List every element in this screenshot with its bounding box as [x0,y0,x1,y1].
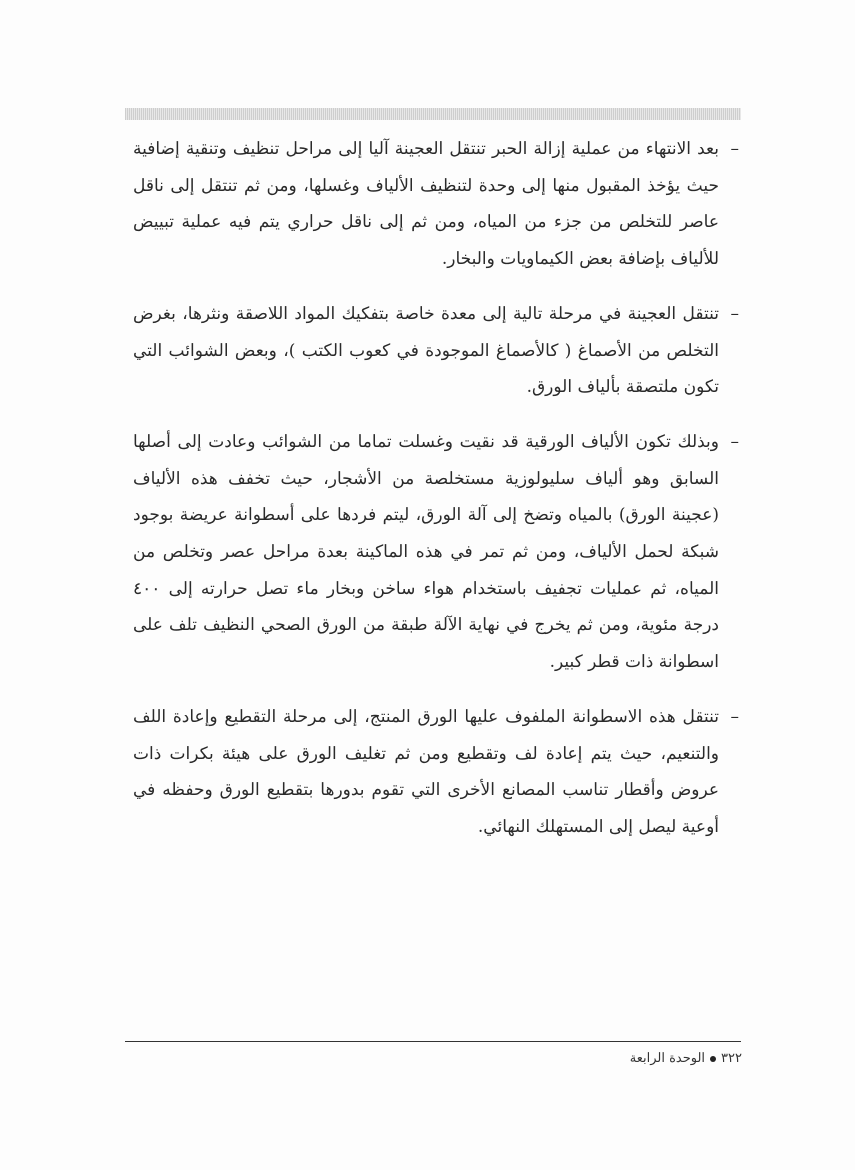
dash-marker: – [730,139,739,159]
paragraph-1 [133,131,739,278]
paragraph-text: بعد الانتهاء من عملية إزالة الحبر تنتقل العجينة آليا إلى مراحل تنظيف وتنقية إضافية حيث يؤخذ المقبول منها إلى وحدة لتنظيف الألياف وغسلها، ومن ثم تنتقل إلى ناقل عاصر للتخلص من جزء من المياه، ومن ثم إلى ناقل حراري يتم فيه عملية تبييض للألياف بإضافة بعض الكيماويات والبخار. [133,139,719,270]
paragraph-text: تنتقل هذه الاسطوانة الملفوف عليها الورق المنتج، إلى مرحلة التقطيع وإعادة اللف والتنعيم، حيث يتم إعادة لف وتقطيع ومن ثم تغليف الورق على هيئة بكرات ذات عروض وأقطار تناسب المصانع الأخرى التي تقوم بدورها بتقطيع الورق وحفظه في أوعية ليصل إلى المستهلك النهائي. [133,706,719,837]
unit-label: الوحدة الرابعة [629,1051,706,1066]
dash-marker: – [730,303,739,324]
paragraph-text: تنتقل العجينة في مرحلة تالية إلى معدة خاصة بتفكيك المواد اللاصقة ونثرها، بغرض التخلص من الأصماغ ( كالأصماغ الموجودة في كعوب الكتب )، وبعض الشوائب التي تكون ملتصقة بألياف الورق. [133,303,719,398]
page-footer [630,1051,742,1066]
paragraph-4 [133,699,739,846]
paragraph-3 [133,424,739,681]
paragraph-2 [133,296,739,406]
page-number: ٣٢٢ [721,1051,742,1066]
header-band [125,108,741,120]
dash-marker: – [730,431,739,452]
bullet-dot-icon [710,1056,716,1062]
dash-marker: – [730,706,739,727]
page-content [133,131,739,864]
paragraph-text: وبذلك تكون الألياف الورقية قد نقيت وغسلت تماما من الشوائب وعادت إلى أصلها السابق وهو ألياف سليولوزية مستخلصة من الأشجار، حيث تخفف هذه الألياف (عجينة الورق) بالمياه وتضخ إلى آلة الورق، ليتم فردها على أسطوانة عريضة بوجود شبكة لحمل الألياف، ومن ثم تمر في هذه الماكينة بعدة مراحل عصر وتخلص من المياه، ثم عمليات تجفيف باستخدام هواء ساخن وبخار ماء تصل حرارته إلى ٤٠٠ درجة مئوية، ومن ثم يخرج في نهاية الآلة طبقة من الورق الصحي النظيف تلف على اسطوانة ذات قطر كبير. [133,431,719,673]
footer-rule [125,1041,741,1042]
